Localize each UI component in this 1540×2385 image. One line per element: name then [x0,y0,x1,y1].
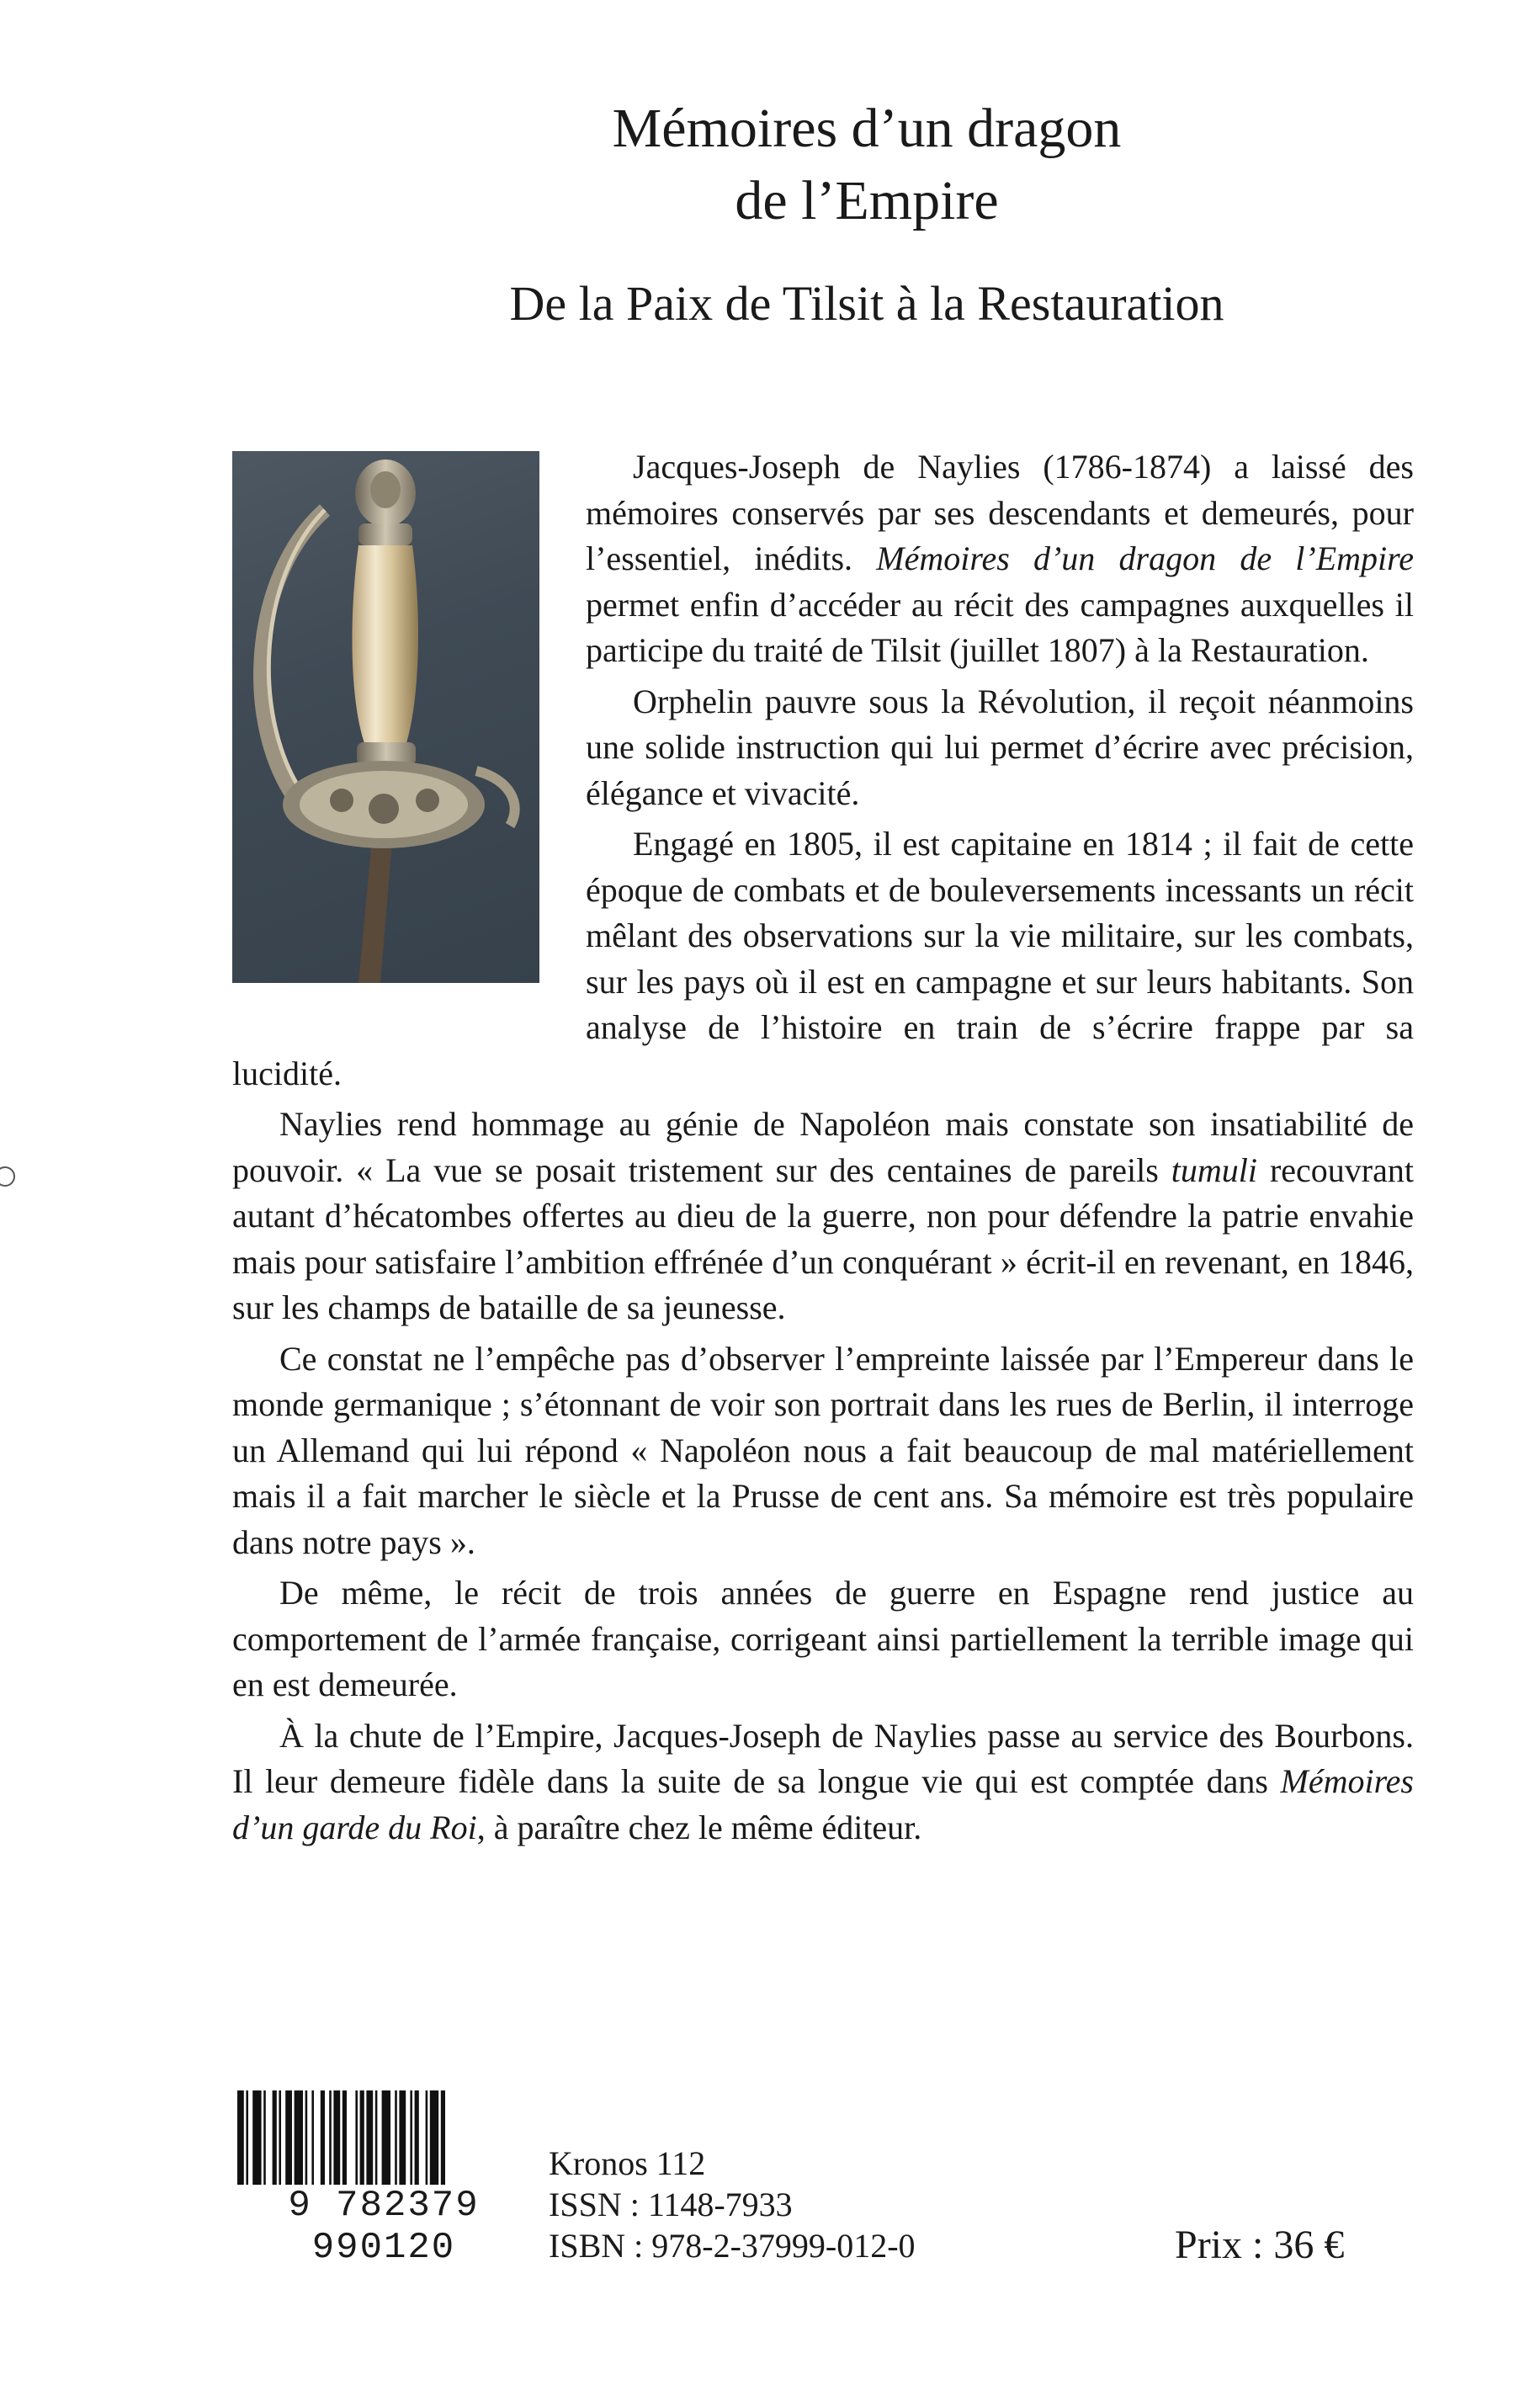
book-title [0,93,1540,237]
isbn-label: ISBN : 978-2-37999-012-0 [549,2227,916,2265]
paragraph-4-italic: tumuli [1171,1150,1258,1189]
paragraph-1-text-b: permet enfin d’accéder au récit des campagnes auxquelles il participe du traité de Tilsit (juillet 1807) à la Restauration. [586,585,1414,669]
paragraph-6: De même, le récit de trois années de guerre en Espagne rend justice au comportement de l’armée française, corrigeant ainsi partiellement la terrible image qui en est demeurée. [232,1574,1414,1703]
paragraph-7 [232,1713,1414,1851]
back-cover-text [232,444,1414,1851]
price-label: Prix : [1175,2223,1264,2267]
paragraph-4 [232,1102,1414,1331]
collection-label: Kronos 112 [549,2144,706,2182]
paragraph-7-text-b: , à paraître chez le même éditeur. [476,1808,922,1846]
issn-label: ISSN : 1148-7933 [549,2186,793,2223]
paragraph-7-italic-title: Mémoires d’un garde du Roi [232,1762,1414,1846]
paragraph-4-text-b: recouvrant autant d’hécatombes offertes au dieu de la guerre, non pour défendre la patrie envahie mais pour satisfaire l’ambition effrénée d’un conquérant » écrit-il en revenant, en 1846, sur les champs de bataille de sa jeunesse. [232,1150,1414,1326]
paragraph-3: Engagé en 1805, il est capitaine en 1814 ; il fait de cette époque de combats et de bouleversements incessants un récit mêlant des observations sur la vie militaire, sur les combats, sur les pays où il est en campagne et sur leurs habitants. Son analyse de l’histoire en train de s’écrire frappe par sa lucidité. [232,825,1414,1092]
crop-mark-icon [0,1166,15,1187]
paragraph-7-text-a: À la chute de l’Empire, Jacques-Joseph de Naylies passe au service des Bourbons. Il leur demeure fidèle dans la suite de sa longue vie qui est comptée dans [232,1716,1414,1800]
paragraph-1-text-a: Jacques-Joseph de Naylies (1786-1874) a laissé des mémoires conservés par ses descendants et demeurés, pour l’essentiel, inédits. [586,448,1414,577]
publication-info [549,2143,916,2266]
paragraph-2: Orphelin pauvre sous la Révolution, il reçoit néanmoins une solide instruction qui lui permet d’écrire avec précision, élégance et vivacité. [586,682,1414,812]
paragraph-5: Ce constat ne l’empêche pas d’observer l’empreinte laissée par l’Empereur dans le monde germanique ; s’étonnant de voir son portrait dans les rues de Berlin, il interroge un Allemand qui lui répond « Napoléon nous a fait beaucoup de mal matériellement mais il a fait marcher le siècle et la Prusse de cent ans. Sa mémoire est très populaire dans notre pays ». [232,1339,1414,1561]
title-line-1: Mémoires d’un dragon [612,98,1122,159]
price-value: 36 € [1273,2223,1345,2267]
image-text-wrap [232,444,586,1050]
paragraph-4-text-a: Naylies rend hommage au génie de Napoléon mais constate son insatiabilité de pouvoir. « La vue se posait tristement sur des centaines de pareils [232,1105,1414,1189]
book-subtitle: De la Paix de Tilsit à la Restauration [509,276,1224,331]
barcode-digits: 9 782379 990120 [227,2185,540,2269]
title-line-2: de l’Empire [735,170,999,231]
price [1175,2222,1344,2268]
paragraph-1-italic-title: Mémoires d’un dragon de l’Empire [876,539,1414,577]
